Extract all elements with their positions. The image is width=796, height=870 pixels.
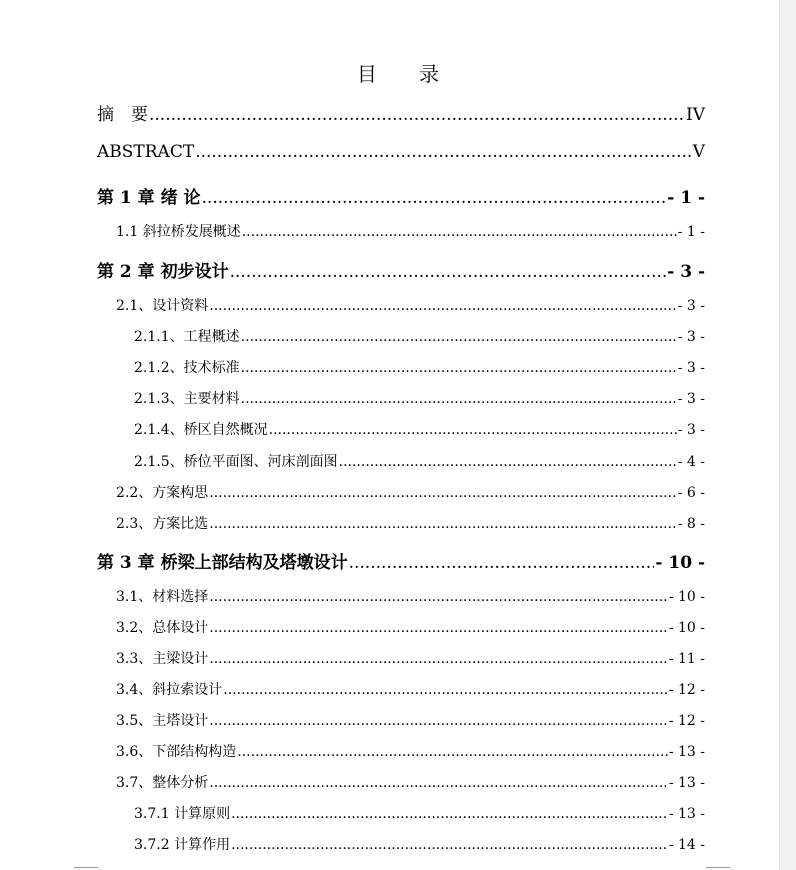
toc-entry[interactable] — [134, 388, 705, 408]
toc-entry-page-number: - 11 - — [668, 651, 705, 667]
page-corner-mark — [74, 867, 98, 868]
toc-entry-page-number: - 13 - — [668, 744, 705, 760]
toc-entry[interactable] — [134, 803, 705, 823]
toc-entry-page-number: - 3 - — [677, 329, 705, 345]
toc-entry[interactable] — [134, 451, 705, 471]
toc-entry[interactable] — [116, 586, 705, 606]
toc-entry-page-number: - 1 - — [667, 188, 705, 208]
toc-dot-leader — [209, 651, 668, 667]
toc-entry-label: 2.1.4、桥区自然概况 — [134, 422, 268, 438]
toc-entry-page-number: - 4 - — [677, 454, 705, 470]
toc-dot-leader — [269, 422, 677, 438]
toc-dot-leader — [209, 485, 676, 501]
toc-entry-page-number: IV — [686, 105, 705, 125]
toc-dot-leader — [241, 360, 677, 376]
toc-entry-page-number: - 12 - — [668, 682, 705, 698]
toc-entry-label: 3.6、下部结构构造 — [116, 744, 237, 760]
toc-dot-leader — [209, 620, 668, 636]
toc-entry-label: 2.2、方案构思 — [116, 485, 209, 501]
toc-entry-label: ABSTRACT — [97, 142, 195, 162]
toc-entry-page-number: - 3 - — [677, 298, 705, 314]
toc-entry-page-number: - 3 - — [677, 391, 705, 407]
toc-entry-label: 2.1.5、桥位平面图、河床剖面图 — [134, 454, 338, 470]
toc-entry-label: 2.3、方案比选 — [116, 516, 209, 532]
toc-entry-page-number: - 14 - — [668, 837, 705, 853]
toc-entry[interactable] — [97, 183, 705, 208]
toc-entry[interactable] — [116, 482, 705, 502]
toc-dot-leader — [209, 775, 668, 791]
toc-entry-page-number: - 3 - — [667, 262, 705, 282]
toc-entry-label: 2.1.1、工程概述 — [134, 329, 240, 345]
toc-entry[interactable] — [116, 295, 705, 315]
toc-entry[interactable] — [134, 326, 705, 346]
toc-dot-leader — [242, 224, 677, 240]
toc-entry[interactable] — [134, 419, 705, 439]
toc-dot-leader — [241, 391, 677, 407]
toc-dot-leader — [209, 713, 668, 729]
vertical-scrollbar[interactable] — [779, 0, 796, 870]
toc-entry[interactable] — [134, 834, 705, 854]
toc-entry-label: 第 1 章 绪 论 — [97, 188, 201, 208]
toc-entry-label: 第 3 章 桥梁上部结构及塔墩设计 — [97, 553, 348, 573]
toc-dot-leader — [209, 589, 668, 605]
toc-entry-page-number: - 13 - — [668, 806, 705, 822]
toc-entry-label: 1.1 斜拉桥发展概述 — [116, 224, 241, 240]
toc-dot-leader — [231, 837, 668, 853]
toc-entry-page-number: - 3 - — [677, 422, 705, 438]
toc-dot-leader — [195, 142, 692, 162]
toc-entry-page-number: - 8 - — [677, 516, 705, 532]
toc-entry[interactable] — [97, 100, 705, 125]
toc-dot-leader — [231, 806, 668, 822]
toc-entry-label: 3.5、主塔设计 — [116, 713, 209, 729]
toc-title: 目 录 — [356, 62, 458, 86]
toc-entry[interactable] — [116, 221, 705, 241]
toc-dot-leader — [230, 262, 667, 282]
toc-entry-label: 3.3、主梁设计 — [116, 651, 209, 667]
toc-entry-label: 2.1.2、技术标准 — [134, 360, 240, 376]
toc-dot-leader — [209, 298, 676, 314]
toc-entry-label: 第 2 章 初步设计 — [97, 262, 229, 282]
toc-entry-label: 3.7.2 计算作用 — [134, 837, 231, 853]
toc-dot-leader — [149, 105, 685, 125]
toc-dot-leader — [339, 454, 677, 470]
toc-entry-page-number: - 1 - — [677, 224, 705, 240]
toc-entry-label: 3.4、斜拉索设计 — [116, 682, 223, 698]
toc-entry[interactable] — [116, 679, 705, 699]
toc-entry[interactable] — [116, 772, 705, 792]
toc-entry-label: 3.7.1 计算原则 — [134, 806, 231, 822]
toc-entry[interactable] — [97, 548, 705, 573]
toc-entry[interactable] — [116, 741, 705, 761]
toc-entry-label: 3.7、整体分析 — [116, 775, 209, 791]
toc-entry-page-number: - 12 - — [668, 713, 705, 729]
toc-dot-leader — [237, 744, 668, 760]
toc-dot-leader — [241, 329, 677, 345]
toc-entry-page-number: - 10 - — [655, 553, 705, 573]
toc-entry[interactable] — [116, 513, 705, 533]
toc-entry-page-number: V — [692, 142, 705, 162]
toc-entry-label: 3.2、总体设计 — [116, 620, 209, 636]
toc-entry-page-number: - 3 - — [677, 360, 705, 376]
toc-entry[interactable] — [97, 142, 705, 162]
toc-dot-leader — [209, 516, 676, 532]
toc-dot-leader — [202, 188, 667, 208]
toc-dot-leader — [223, 682, 668, 698]
page-corner-mark — [706, 867, 730, 868]
toc-entry-label: 2.1、设计资料 — [116, 298, 209, 314]
toc-entry[interactable] — [97, 257, 705, 282]
toc-dot-leader — [349, 553, 655, 573]
toc-entry-label: 2.1.3、主要材料 — [134, 391, 240, 407]
toc-entry[interactable] — [134, 357, 705, 377]
toc-entry[interactable] — [116, 648, 705, 668]
toc-entry-page-number: - 6 - — [677, 485, 705, 501]
toc-entry-label: 摘 要 — [97, 105, 148, 125]
toc-entry-page-number: - 10 - — [668, 589, 705, 605]
toc-entry-label: 3.1、材料选择 — [116, 589, 209, 605]
toc-entry-page-number: - 13 - — [668, 775, 705, 791]
toc-entry-page-number: - 10 - — [668, 620, 705, 636]
toc-entry[interactable] — [116, 710, 705, 730]
toc-entry[interactable] — [116, 617, 705, 637]
